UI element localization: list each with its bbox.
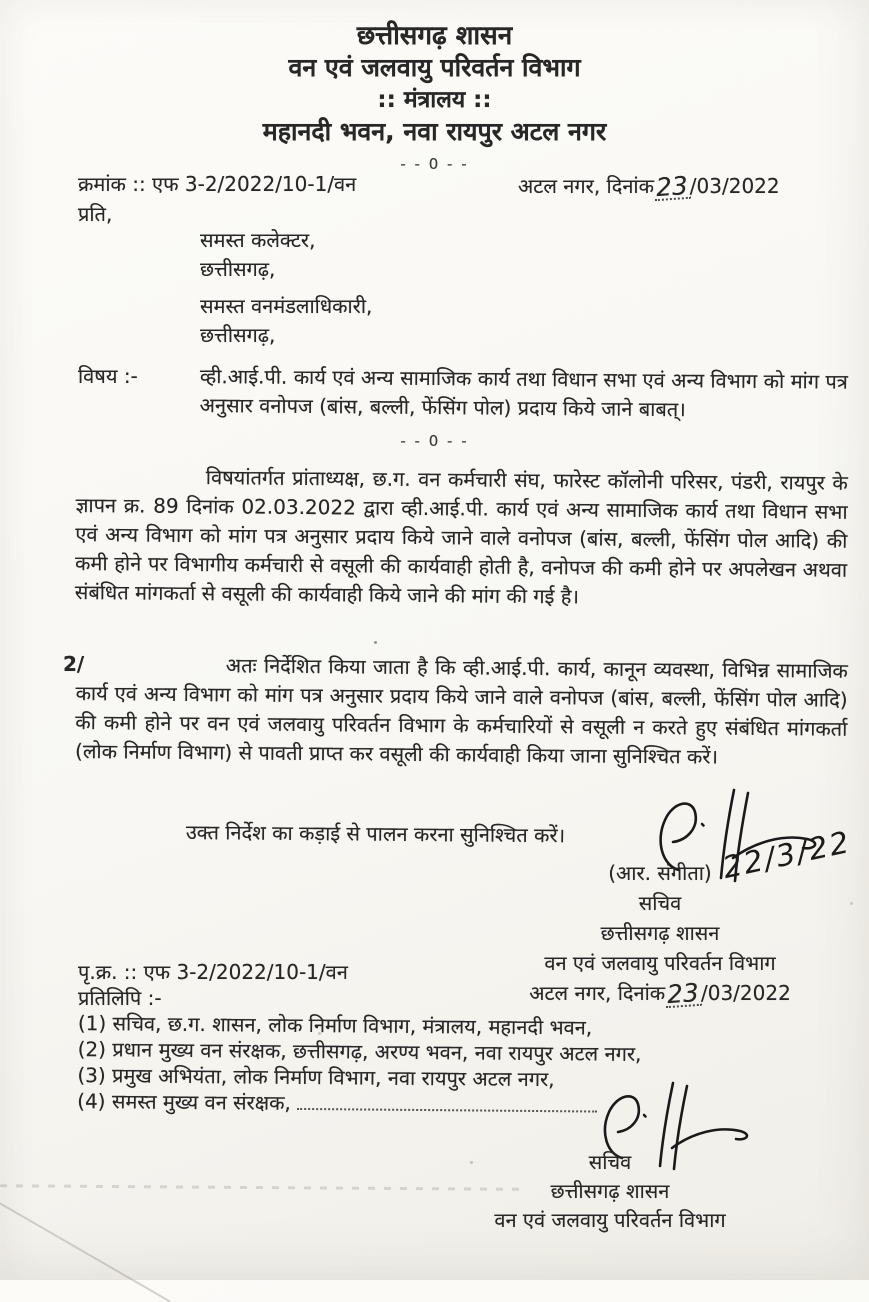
scan-speck [850, 902, 853, 905]
scan-corner-crease [0, 1196, 170, 1302]
signatory-title: सचिव [638, 891, 682, 915]
signature-place-date-prefix: अटल नगर, दिनांक [529, 981, 666, 1005]
signatory-org-govt: छत्तीसगढ़ शासन [600, 921, 720, 945]
signatory-name: (आर. संगीता) [608, 861, 712, 885]
letterhead [0, 20, 869, 180]
handwritten-date-day: 23 [666, 977, 700, 1010]
to-label: प्रति, [78, 202, 113, 226]
signatory-org-govt: छत्तीसगढ़ शासन [550, 1179, 670, 1203]
recipient-collectors [200, 226, 315, 284]
signature-place-date [480, 978, 840, 1008]
copy-item-4: (4) समस्त मुख्य वन संरक्षक, [77, 1088, 641, 1119]
recipient-line: छत्तीसगढ़, [200, 257, 276, 281]
letterhead-separator: - - 0 - - [400, 155, 469, 173]
subject-label: विषय :- [78, 364, 138, 388]
recipient-line: समस्त वनमंडलाधिकारी, [200, 294, 373, 318]
section-separator: - - 0 - - [400, 432, 469, 450]
subject-text: व्ही.आई.पी. कार्य एवं अन्य सामाजिक कार्य तथा विधान सभा एवं अन्य विभाग को मांग पत्र अनुसार वनोपज (बांस, बल्ली, फेंसिंग पोल) प्रदाय किये जाने बाबत्। [199, 363, 848, 422]
reference-number: क्रमांक :: एफ 3-2/2022/10-1/वन [78, 172, 357, 196]
closing-line: उक्त निर्देश का कड़ाई से पालन करना सुनिश्चित करें। [185, 819, 566, 848]
recipient-dfos [200, 292, 372, 350]
recipient-line: समस्त कलेक्टर, [200, 228, 316, 252]
copy-label: प्रतिलिपि :- [78, 986, 162, 1010]
place-date-suffix: /03/2022 [689, 174, 780, 198]
copy-list [77, 1010, 642, 1119]
handwritten-signing-date: 22/3/22 [719, 824, 854, 887]
scan-speck [470, 1161, 473, 1164]
letterhead-ministry: :: मंत्रालय :: [377, 87, 492, 113]
recipient-line: छत्तीसगढ़, [200, 323, 276, 347]
letterhead-government: छत्तीसगढ़ शासन [356, 21, 513, 51]
place-date-line [518, 172, 780, 201]
place-date-prefix: अटल नगर, दिनांक [518, 174, 654, 198]
paragraph-2-number: 2/ [63, 652, 85, 676]
signature-place-date-suffix: /03/2022 [700, 981, 791, 1005]
signature-block-1 [480, 858, 840, 1008]
copy-item-1: (1) सचिव, छ.ग. शासन, लोक निर्माण विभाग, मंत्रालय, महानदी भवन, [77, 1010, 593, 1040]
letterhead-address: महानदी भवन, नवा रायपुर अटल नगर [262, 117, 607, 146]
handwritten-date-day: 23 [655, 170, 689, 203]
signatory-title: सचिव [588, 1150, 632, 1174]
copy-item-2: (2) प्रधान मुख्य वन संरक्षक, छत्तीसगढ़, अरण्य भवन, नवा रायपुर अटल नगर, [77, 1036, 642, 1066]
scan-speck [318, 1032, 321, 1035]
signatory-org-dept: वन एवं जलवायु परिवर्तन विभाग [494, 1208, 726, 1232]
endorsement-ref: पृ.क्र. :: एफ 3-2/2022/10-1/वन [78, 960, 348, 984]
scan-speck [374, 641, 377, 644]
copy-item-3: (3) प्रमुख अभियंता, लोक निर्माण विभाग, नवा रायपुर अटल नगर, [77, 1062, 555, 1092]
paragraph-1: विषयांतर्गत प्रांताध्यक्ष, छ.ग. वन कर्मचारी संघ, फारेस्ट कॉलोनी परिसर, पंडरी, रायपुर के ज्ञापन क्र. 89 दिनांक 02.03.2022 द्वारा व्ही.आई.पी. कार्य एवं अन्य सामाजिक कार्य तथा विधान सभा एवं अन्य विभाग को मांग पत्र अनुसार प्रदाय किये जाने वाले वनोपज (बांस, बल्ली, फेंसिंग पोल आदि) की कमी होने पर विभागीय कर्मचारी से वसूली की कार्यवाही होती है, वनोपज की कमी होने पर अपलेखन अथवा संबंधित मांगकर्ता से वसूली की कार्यवाही किये जाने की मांग की गई है। [74, 465, 848, 609]
paragraph-2: अतः निर्देशित किया जाता है कि व्ही.आई.पी. कार्य, कानून व्यवस्था, विभिन्न सामाजिक कार्य एवं अन्य विभाग को मांग पत्र अनुसार प्रदाय किये जाने वाले वनोपज (बांस, बल्ली, फेंसिंग पोल आदि) की कमी होने पर वन एवं जलवायु परिवर्तन विभाग के कर्मचारियों से वसूली न करते हुए संबंधित मांगकर्ता (लोक निर्माण विभाग) से पावती प्राप्त कर वसूली की कार्यवाही किया जाना सुनिश्चित करें। [75, 653, 848, 769]
dotted-leader [297, 1095, 597, 1113]
signature-block-2 [430, 1148, 790, 1235]
signatory-org-dept: वन एवं जलवायु परिवर्तन विभाग [544, 951, 776, 975]
letterhead-department: वन एवं जलवायु परिवर्तन विभाग [288, 53, 581, 82]
